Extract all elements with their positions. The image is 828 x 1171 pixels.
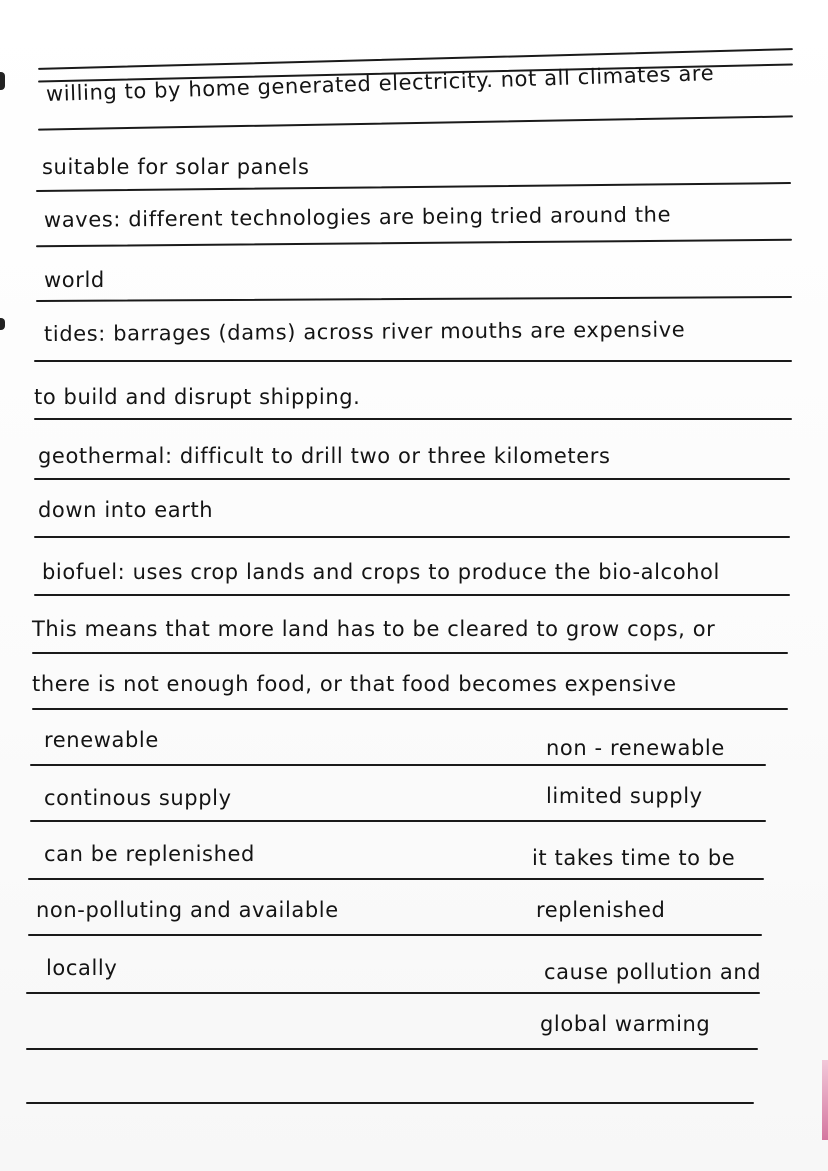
non-renewable-item: limited supply: [546, 784, 703, 808]
ruled-line: [32, 708, 788, 710]
non-renewable-item: cause pollution and: [544, 960, 762, 984]
ruled-line: [36, 182, 791, 192]
ruled-line: [34, 536, 790, 538]
binder-hole-mark: [0, 72, 5, 90]
renewable-item: non-polluting and available: [36, 898, 339, 922]
ruled-line: [30, 764, 766, 766]
note-line: to build and disrupt shipping.: [34, 385, 361, 409]
non-renewable-item: global warming: [540, 1012, 711, 1036]
ruled-line: [34, 418, 792, 420]
note-line: waves: different technologies are being tried around the: [43, 202, 672, 232]
ruled-line: [26, 1048, 758, 1050]
note-line: geothermal: difficult to drill two or three kilometers: [38, 444, 611, 468]
page-edge-tab: [822, 1060, 828, 1140]
ruled-line: [36, 296, 792, 302]
ruled-line: [38, 115, 793, 130]
note-line: world: [44, 268, 105, 292]
non-renewable-item: it takes time to be: [532, 846, 736, 870]
note-line: down into earth: [38, 498, 214, 522]
ruled-line: [26, 1102, 754, 1104]
ruled-line: [30, 820, 766, 822]
note-line: willing to by home generated electricity. not all climates are: [45, 61, 715, 106]
ruled-line: [26, 992, 760, 994]
renewable-item: can be replenished: [44, 842, 255, 866]
renewable-header: renewable: [44, 728, 159, 752]
ruled-line: [36, 239, 792, 248]
ruled-line: [34, 360, 792, 362]
note-line: there is not enough food, or that food becomes expensive: [32, 672, 677, 696]
ruled-line: [34, 594, 790, 596]
ruled-line: [28, 878, 764, 880]
non-renewable-item: replenished: [536, 898, 666, 922]
renewable-item: locally: [46, 956, 118, 980]
non-renewable-header: non - renewable: [546, 736, 725, 760]
binder-hole-mark: [0, 318, 5, 330]
ruled-line: [32, 652, 788, 654]
note-line: suitable for solar panels: [42, 155, 310, 179]
renewable-item: continous supply: [44, 786, 232, 810]
ruled-line: [28, 934, 762, 936]
note-line: This means that more land has to be cleared to grow cops, or: [32, 617, 716, 641]
ruled-line: [34, 478, 790, 480]
note-line: tides: barrages (dams) across river mouths are expensive: [43, 317, 686, 346]
note-line: biofuel: uses crop lands and crops to produce the bio-alcohol: [42, 560, 720, 584]
